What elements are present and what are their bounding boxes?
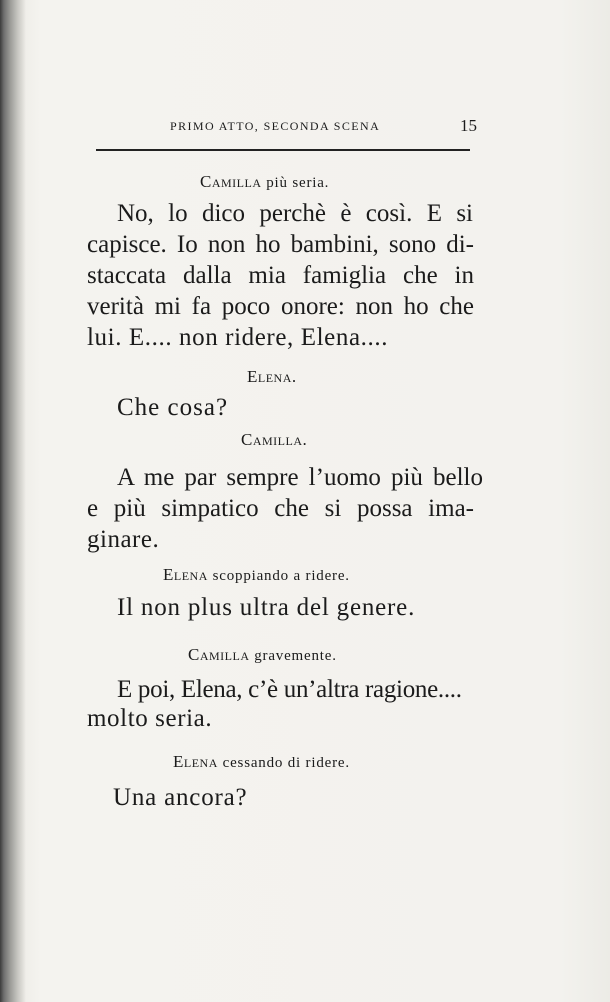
page-header	[160, 116, 490, 138]
dialogue-line: staccata dalla mia famiglia che in	[87, 262, 474, 289]
stage-direction: scoppiando a ridere.	[212, 568, 350, 584]
speaker-heading	[241, 430, 307, 450]
running-head: PRIMO ATTO, SECONDA SCENA	[170, 119, 381, 133]
speaker-heading	[173, 752, 350, 772]
dialogue-line: lui. E.... non ridere, Elena....	[87, 324, 389, 351]
speaker-name: Camilla.	[241, 430, 308, 449]
dialogue-line: Il non plus ultra del genere.	[117, 594, 416, 621]
speaker-name: Elena	[173, 752, 218, 771]
dialogue-line: verità mi fa poco onore: non ho che	[87, 293, 474, 320]
dialogue-line: molto seria.	[87, 705, 213, 732]
dialogue-line: capisce. Io non ho bambini, sono di-	[87, 231, 474, 258]
speaker-name: Elena.	[247, 367, 297, 386]
dialogue-line: Che cosa?	[117, 394, 229, 421]
speaker-heading	[247, 367, 297, 387]
dialogue-line: e più simpatico che si possa ima-	[87, 495, 474, 522]
dialogue-line: No, lo dico perchè è così. E si	[117, 200, 473, 227]
speaker-heading	[200, 172, 329, 192]
dialogue-line: A me par sempre l’uomo più bello	[117, 464, 483, 491]
stage-direction: gravemente.	[254, 648, 337, 664]
dialogue-line: ginare.	[87, 526, 160, 553]
stage-direction: più seria.	[266, 175, 330, 191]
page-number: 15	[460, 116, 477, 135]
page-binding-shadow	[0, 0, 26, 1002]
stage-direction: cessando di ridere.	[222, 755, 350, 771]
speaker-heading	[188, 645, 337, 665]
speaker-name: Elena	[163, 565, 208, 584]
dialogue-line: E poi, Elena, c’è un’altra ragione....	[117, 676, 462, 703]
speaker-name: Camilla	[200, 172, 262, 191]
dialogue-line: Una ancora?	[113, 784, 248, 811]
speaker-name: Camilla	[188, 645, 250, 664]
speaker-heading	[163, 565, 350, 585]
header-rule	[96, 149, 470, 151]
